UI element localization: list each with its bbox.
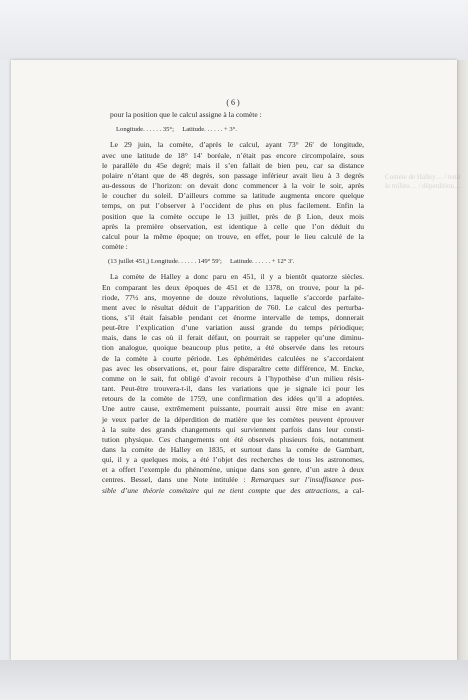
text-line: le coucher du soleil. D’ailleurs comme sa latitude augmenta encore quelque [102, 191, 364, 201]
text-line: En comparant les deux époques de 451 et de 1378, on trouve, pour la pé- [102, 282, 364, 292]
text-line: dans la comète de Halley en 1835, et surtout dans la comète de Gambart, [102, 445, 364, 454]
text-line: avec une latitude de 18° 14′ boréale, n’était pas encore circompolaire, sous [102, 150, 364, 160]
text-line: pour la position que le calcul assigne à la comète : [110, 110, 262, 120]
text-line: qui, il y a quelques mois, a été l’objet des recherches de tous les astronomes, [102, 455, 364, 465]
text-line: position que la comète occupe le 13 juillet, près de β Lion, deux mois [102, 211, 364, 221]
bleed-through-text: Comète de Halley… / tenir le milieu… / déperdition… [385, 173, 462, 190]
text-line: Une autre cause, extrêmement puissante, pourrait aussi être mise en avant: [102, 404, 364, 414]
text-span: centres. Bessel, dans une Note intitulée : [102, 475, 251, 485]
text-span: , a cal- [337, 485, 364, 495]
text-line: de la comète à courte période. Les éphémérides calculées ne s’accordaient [102, 353, 364, 363]
text-line: La comète de Halley a donc paru en 451, il y a bientôt quatorze siècles. [110, 272, 364, 282]
italic-title: Remarques sur l’insuffisance pos- [250, 475, 364, 485]
latitude-value: Latitude. . . . . . + 3°. [182, 126, 237, 134]
text-line: le parallèle du 45e degré; mais il s’en fallait de bien peu, car sa distance [102, 160, 364, 170]
scan-background-bottom [0, 660, 468, 700]
text-line: tant. Peut-être trouvera-t-il, dans les variations que je signale ici pour les [102, 384, 364, 394]
latitude-value: Latitude. . . . . . + 12° 3′. [230, 258, 295, 266]
text-line: pas avec les observations, et, pour faire disparaître cette différence, M. Encke, [102, 363, 364, 373]
text-line: calcul pour la même époque; on trouve, en effet, pour le lieu calculé de la [102, 231, 364, 241]
longitude-value: (13 juillet 451,) Longitude. . . . . . 149° 59′; [108, 258, 222, 266]
page-number: ( 6 ) [226, 98, 240, 107]
ephemeris-row [102, 125, 364, 135]
text-line: ment avec le résultat déduit de l’apparition de 760. Le calcul des perturba- [102, 302, 364, 312]
text-line: comète : [102, 242, 128, 252]
text-line: peut-être l’explication d’une variation aussi grande du temps périodique; [102, 323, 364, 333]
text-line: tions, s’il était faisable pendant cet énorme intervalle de temps, donnerait [102, 312, 364, 322]
ephemeris-row [102, 257, 364, 267]
text-line: polaire n’étant que de 48 degrés, son passage inférieur avait lieu à 3 degrés [102, 170, 364, 180]
italic-title: sible d’une théorie cométaire qui ne tient compte que des attractions [102, 485, 338, 495]
text-line: je veux parler de la déperdition de matière que les comètes peuvent éprouver [102, 414, 364, 424]
text-line: comme on le sait, fut obligé d’avoir recours à l’hypothèse d’un milieu résis- [102, 373, 364, 383]
page-stack-edge [456, 60, 468, 660]
text-line: à la suite des grands changements qui surviennent parfois dans leur consti- [102, 424, 364, 434]
text-line: riode, 77½ ans, moyenne de douze révolutions, laquelle s’accorde parfaite- [102, 292, 364, 302]
text-line: et a offert l’exemple du phénomène, unique dans son genre, d’un astre à deux [102, 465, 364, 475]
text-line [102, 486, 364, 496]
text-line: Le 29 juin, la comète, d’après le calcul, ayant 73° 26′ de longitude, [110, 140, 364, 150]
text-line: retours de la comète de 1759, une confirmation des idées qu’il a adoptées. [102, 394, 364, 404]
text-line: temps, on put l’observer à l’occident de plus en plus facilement. Enfin la [102, 201, 364, 211]
text-line: tution physique. Ces changements ont été observés plusieurs fois, notamment [102, 434, 364, 444]
page-text-block [102, 98, 364, 496]
text-line [102, 475, 364, 485]
longitude-value: Longitude. . . . . . 35°; [116, 126, 174, 134]
text-line: après la première observation, est identique à celle que l’on déduit du [102, 221, 364, 231]
text-line: tion analogue, quoique beaucoup plus petite, a été observée dans les retours [102, 343, 364, 353]
text-line: mais, dans le cas où il ferait défaut, on pourrait se rappeler qu’une diminu- [102, 333, 364, 343]
scan-background [0, 0, 468, 60]
text-line: au-dessous de l’horizon: on devait donc commencer à la voir le soir, après [102, 181, 364, 191]
